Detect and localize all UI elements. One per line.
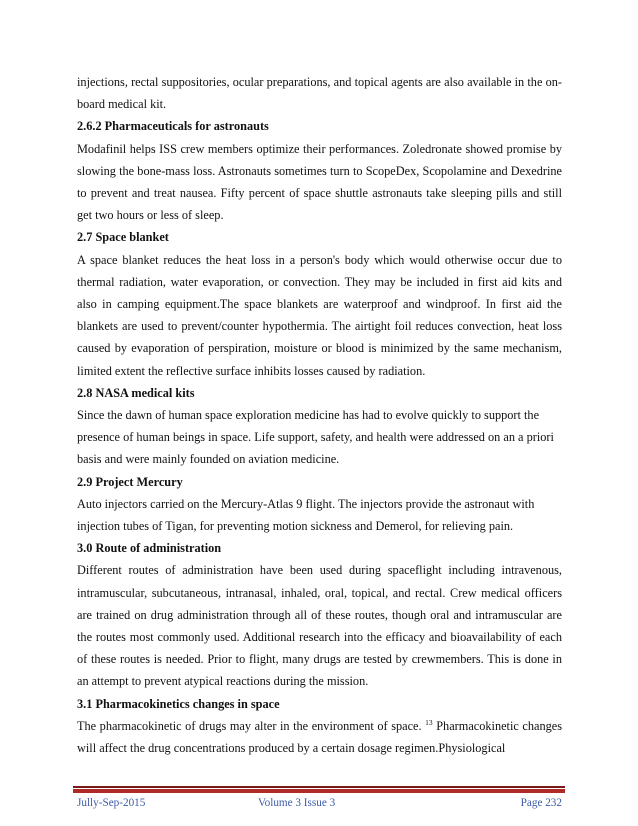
citation-superscript: 13 xyxy=(425,717,433,727)
footer-page-number: Page 232 xyxy=(520,797,562,809)
paragraph-2-9: Auto injectors carried on the Mercury-Atlas 9 flight. The injectors provide the astronaut with injection tubes of Tigan, for preventing motion sickness and Demerol, for relieving pain. xyxy=(77,496,535,534)
intro-paragraph: injections, rectal suppositories, ocular preparations, and topical agents are also available in the on-board medical kit. xyxy=(77,75,562,112)
page-body xyxy=(77,71,562,759)
footer-rule-light xyxy=(73,789,565,793)
heading-2-8: 2.8 NASA medical kits xyxy=(77,385,195,400)
paragraph-2-7: A space blanket reduces the heat loss in a person's body which would otherwise occur due to thermal radiation, water evaporation, or convection. They may be included in first aid kits and also in camping equipment.The space blankets are waterproof and windproof. In first aid the blankets are used to prevent/counter hypothermia. The airtight foil reduces convection, heat loss caused by evaporation of perspiration, moisture or blood is minimized by the same mechanism, limited extent the reflective surface inhibits losses caused by radiation. xyxy=(77,252,562,378)
paragraph-2-8: Since the dawn of human space exploration medicine has had to evolve quickly to support the presence of human beings in space. Life support, safety, and health were addressed on an a priori basis and were mainly founded on aviation medicine. xyxy=(77,408,554,467)
footer-date: Jully-Sep-2015 xyxy=(77,797,146,809)
footer-rule-dark xyxy=(73,786,565,788)
heading-2-9: 2.9 Project Mercury xyxy=(77,474,183,489)
paragraph-3-0: Different routes of administration have been used during spaceflight including intravenous, intramuscular, subcutaneous, intranasal, inhaled, oral, topical, and rectal. Crew medical officers are trained on drug administration through all of these routes, though oral and intramuscular are the routes most commonly used. Additional research into the efficacy and bioavailability of each of these routes is needed. Prior to flight, many drugs are tested by crewmembers. This is done in an attempt to prevent atypical reactions during the mission. xyxy=(77,563,562,689)
heading-2-7: 2.7 Space blanket xyxy=(77,230,169,245)
heading-3-0: 3.0 Route of administration xyxy=(77,541,222,556)
paragraph-2-6-2: Modafinil helps ISS crew members optimize their performances. Zoledronate showed promise by slowing the bone-mass loss. Astronauts sometimes turn to ScopeDex, Scopolamine and Dexedrine to prevent and treat nausea. Fifty percent of space shuttle astronauts take sleeping pills and still get two hours or less of sleep. xyxy=(77,141,562,223)
paragraph-3-1-part-b: Pharmacokinetic changes will affect the drug concentrations produced by a certain dosage regimen.Physiological xyxy=(77,718,563,756)
heading-2-6-2: 2.6.2 Pharmaceuticals for astronauts xyxy=(77,119,269,134)
paragraph-3-1-part-a: The pharmacokinetic of drugs may alter in the environment of space. xyxy=(77,718,422,733)
paragraph-3-1 xyxy=(77,715,562,759)
footer-volume: Volume 3 Issue 3 xyxy=(258,797,336,809)
heading-3-1: 3.1 Pharmacokinetics changes in space xyxy=(77,696,280,711)
page-footer xyxy=(77,797,562,813)
